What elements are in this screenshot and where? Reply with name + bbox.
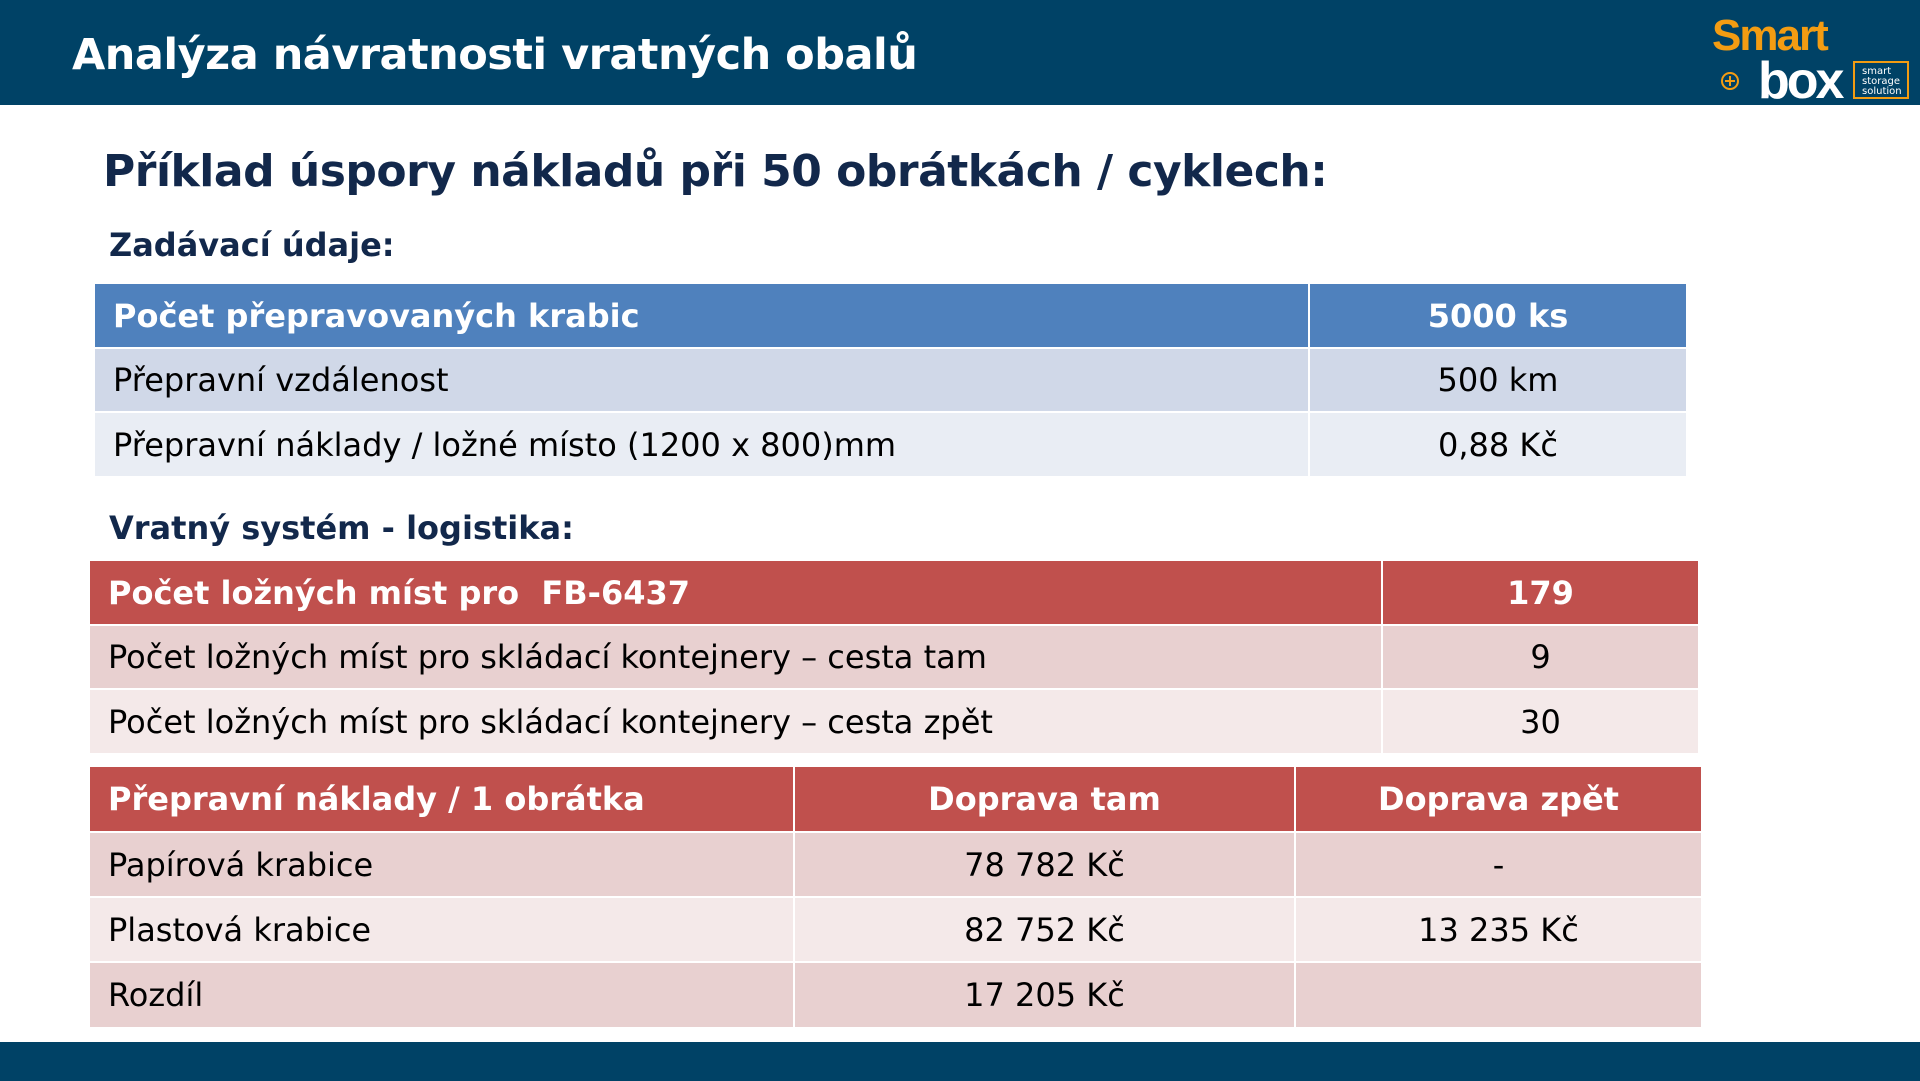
table-row bbox=[95, 412, 1686, 476]
cell-label: Plastová krabice bbox=[90, 897, 794, 962]
column-header: Přepravní náklady / 1 obrátka bbox=[90, 767, 794, 832]
cell-value: 78 782 Kč bbox=[794, 832, 1295, 897]
page-title: Analýza návratnosti vratných obalů bbox=[72, 30, 918, 80]
column-header: Doprava tam bbox=[794, 767, 1295, 832]
column-header: Doprava zpět bbox=[1295, 767, 1701, 832]
cell-value: 9 bbox=[1382, 625, 1698, 689]
logo-box-text: box bbox=[1758, 52, 1842, 102]
cell-value: 82 752 Kč bbox=[794, 897, 1295, 962]
cell-value: 13 235 Kč bbox=[1295, 897, 1701, 962]
table-row bbox=[90, 897, 1701, 962]
cell-label: Rozdíl bbox=[90, 962, 794, 1027]
cell-label: Přepravní náklady / ložné místo (1200 x 800)mm bbox=[95, 412, 1309, 476]
cell-label: Počet ložných míst pro skládací kontejnery – cesta tam bbox=[90, 625, 1382, 689]
cell-label: Přepravní vzdálenost bbox=[95, 348, 1309, 412]
cell-value: 30 bbox=[1382, 689, 1698, 753]
cell-value: - bbox=[1295, 832, 1701, 897]
cell-value bbox=[1295, 962, 1701, 1027]
logistics-table bbox=[90, 561, 1698, 753]
table-row bbox=[90, 832, 1701, 897]
input-table bbox=[95, 284, 1686, 476]
table-row bbox=[95, 284, 1686, 348]
smartbox-logo bbox=[1708, 10, 1913, 102]
cell-value: 179 bbox=[1382, 561, 1698, 625]
logo-tagline-3: solution bbox=[1862, 86, 1902, 97]
cell-label: Počet přepravovaných krabic bbox=[95, 284, 1309, 348]
input-section-label: Zadávací údaje: bbox=[109, 226, 395, 264]
footer-bar bbox=[0, 1042, 1920, 1081]
cell-value: 5000 ks bbox=[1309, 284, 1686, 348]
table-header-row bbox=[90, 767, 1701, 832]
cell-label: Papírová krabice bbox=[90, 832, 794, 897]
costs-table bbox=[90, 767, 1701, 1027]
cell-value: 17 205 Kč bbox=[794, 962, 1295, 1027]
table-row bbox=[90, 625, 1698, 689]
table-row bbox=[90, 962, 1701, 1027]
table-row bbox=[90, 561, 1698, 625]
cell-value: 0,88 Kč bbox=[1309, 412, 1686, 476]
cell-label: Počet ložných míst pro skládací kontejnery – cesta zpět bbox=[90, 689, 1382, 753]
logo-tagline-1: smart bbox=[1862, 66, 1892, 77]
main-heading: Příklad úspory nákladů při 50 obrátkách / cyklech: bbox=[103, 146, 1328, 197]
table-row bbox=[90, 689, 1698, 753]
table-row bbox=[95, 348, 1686, 412]
cell-label: Počet ložných míst pro FB-6437 bbox=[90, 561, 1382, 625]
cell-value: 500 km bbox=[1309, 348, 1686, 412]
logo-smart-text: Smart bbox=[1712, 11, 1827, 60]
logistics-section-label: Vratný systém - logistika: bbox=[109, 509, 574, 547]
logo-tagline-2: storage bbox=[1862, 76, 1900, 87]
